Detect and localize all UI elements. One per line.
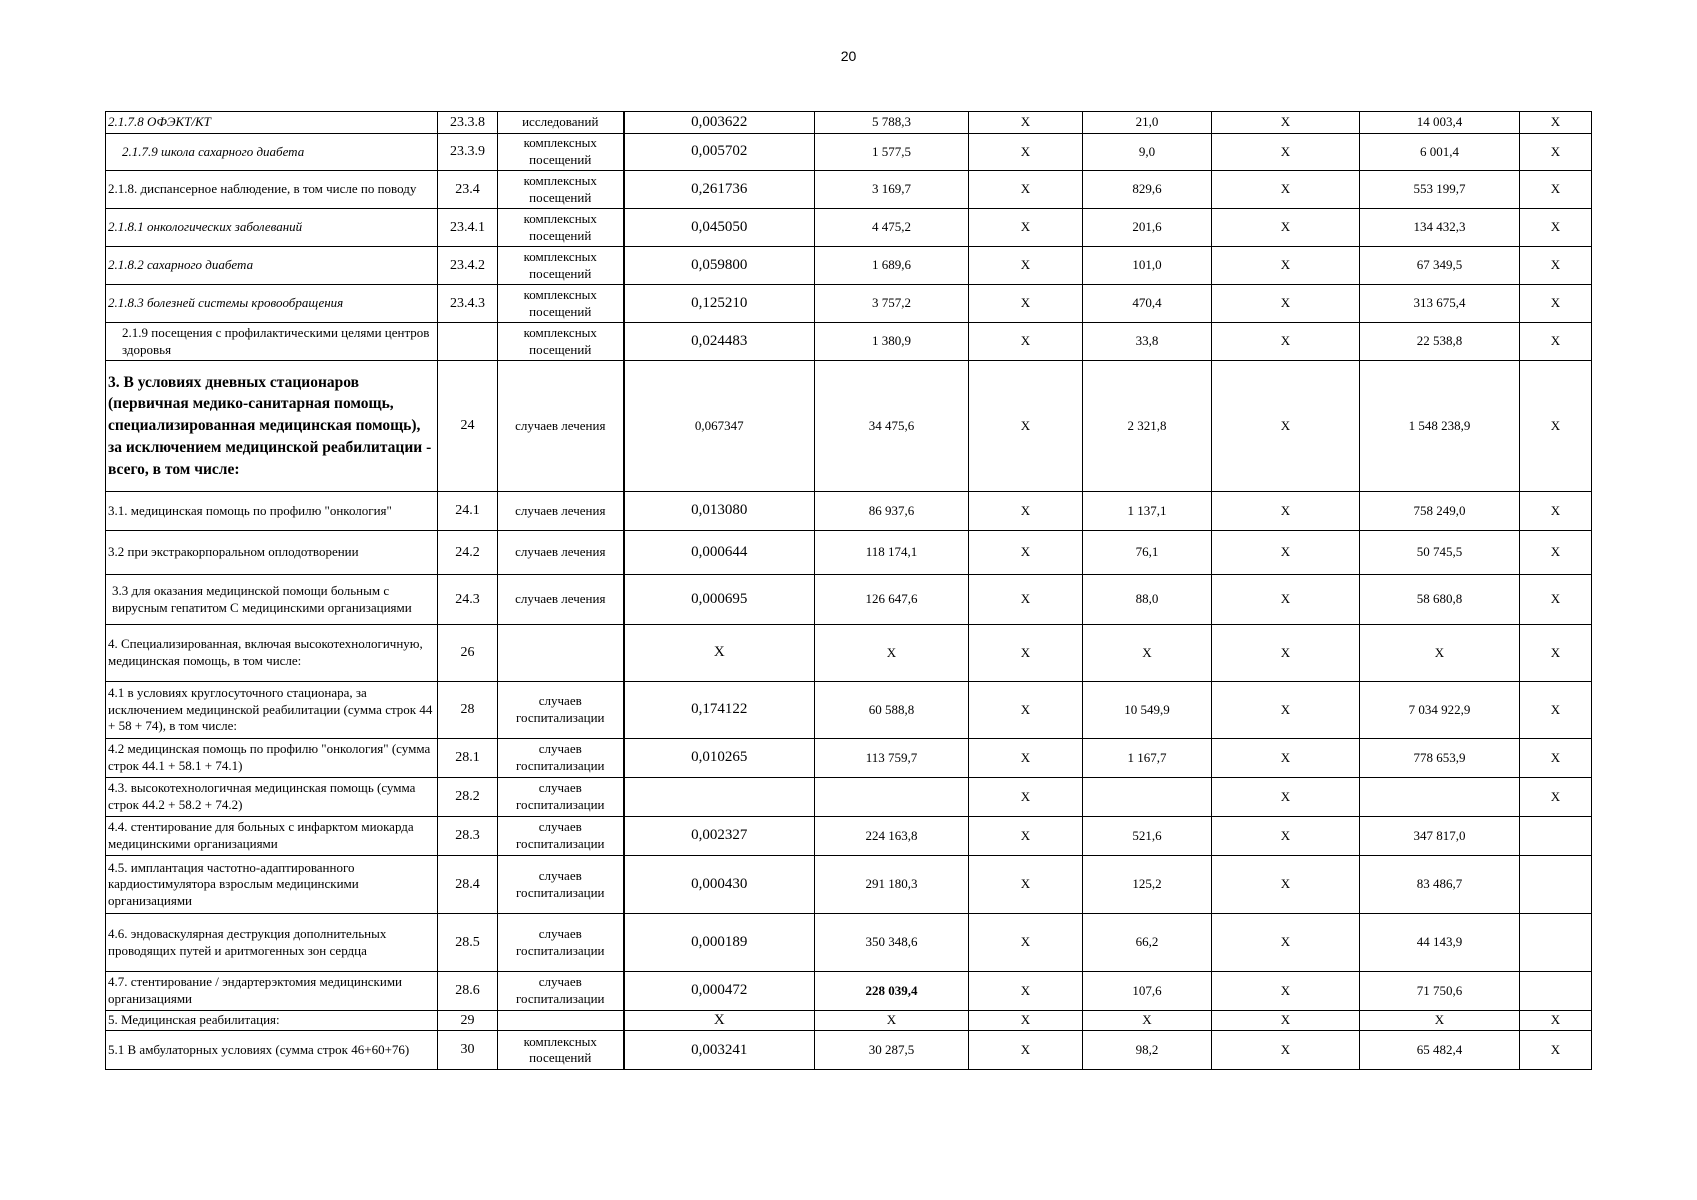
rate-cell: 0,000430	[624, 856, 815, 914]
unit-cell: комплексных посещений	[498, 209, 624, 247]
x-cell-b: X	[1212, 682, 1360, 739]
rate-cell: 0,003622	[624, 112, 815, 134]
x-cell-c: X	[1520, 625, 1592, 682]
unit-cell: случаев госпитализации	[498, 972, 624, 1011]
unit-cell: комплексных посещений	[498, 247, 624, 285]
x-cell-b: X	[1212, 247, 1360, 285]
cost-cell	[815, 778, 969, 817]
row-label-cell: 4.4. стентирование для больных с инфарктом миокарда медицинскими организациями	[106, 817, 438, 856]
rate-cell: 0,013080	[624, 492, 815, 531]
table-row	[106, 739, 1592, 778]
table-row	[106, 361, 1592, 492]
cost-cell: 3 757,2	[815, 285, 969, 323]
row-label-cell: 2.1.8.1 онкологических заболеваний	[106, 209, 438, 247]
row-label-cell: 3.2 при экстракорпоральном оплодотворении	[106, 531, 438, 575]
x-cell-a: X	[969, 247, 1083, 285]
unit-cell: комплексных посещений	[498, 285, 624, 323]
x-cell-b: X	[1212, 625, 1360, 682]
row-label-cell: 3. В условиях дневных стационаров (первичная медико-санитарная помощь, специализированная медицинская помощь), за исключением медицинской реабилитации - всего, в том числе:	[106, 361, 438, 492]
table-row	[106, 285, 1592, 323]
unit-cell: случаев лечения	[498, 575, 624, 625]
rate-cell: 0,024483	[624, 323, 815, 361]
total-cell: 44 143,9	[1360, 914, 1520, 972]
amount-cell: 21,0	[1083, 112, 1212, 134]
x-cell-b: X	[1212, 323, 1360, 361]
total-cell: 313 675,4	[1360, 285, 1520, 323]
amount-cell: 107,6	[1083, 972, 1212, 1011]
rate-cell: 0,067347	[624, 361, 815, 492]
row-label-cell: 2.1.8.3 болезней системы кровообращения	[106, 285, 438, 323]
amount-cell: 76,1	[1083, 531, 1212, 575]
unit-cell: случаев лечения	[498, 531, 624, 575]
amount-cell: 33,8	[1083, 323, 1212, 361]
x-cell-b: X	[1212, 817, 1360, 856]
row-label-cell: 4.7. стентирование / эндартерэктомия медицинскими организациями	[106, 972, 438, 1011]
unit-cell: комплексных посещений	[498, 1031, 624, 1070]
x-cell-c: X	[1520, 209, 1592, 247]
rate-cell: 0,010265	[624, 739, 815, 778]
total-cell: 778 653,9	[1360, 739, 1520, 778]
cost-cell: 291 180,3	[815, 856, 969, 914]
rate-cell: 0,125210	[624, 285, 815, 323]
total-cell: 7 034 922,9	[1360, 682, 1520, 739]
unit-cell	[498, 1011, 624, 1031]
total-cell: 134 432,3	[1360, 209, 1520, 247]
rate-cell: 0,059800	[624, 247, 815, 285]
rate-cell: 0,000189	[624, 914, 815, 972]
row-label-cell: 3.3 для оказания медицинской помощи больным с вирусным гепатитом С медицинскими организациями	[106, 575, 438, 625]
unit-cell: случаев госпитализации	[498, 914, 624, 972]
unit-cell: исследований	[498, 112, 624, 134]
page-number: 20	[840, 48, 857, 64]
row-number-cell: 23.4.3	[438, 285, 498, 323]
cost-cell: 1 380,9	[815, 323, 969, 361]
x-cell-b: X	[1212, 171, 1360, 209]
x-cell-c: X	[1520, 171, 1592, 209]
row-label-cell: 5.1 В амбулаторных условиях (сумма строк 46+60+76)	[106, 1031, 438, 1070]
x-cell-b: X	[1212, 134, 1360, 171]
unit-cell: комплексных посещений	[498, 323, 624, 361]
x-cell-a: X	[969, 492, 1083, 531]
amount-cell: 1 167,7	[1083, 739, 1212, 778]
row-number-cell: 28.6	[438, 972, 498, 1011]
x-cell-a: X	[969, 817, 1083, 856]
table-row	[106, 682, 1592, 739]
row-number-cell: 23.3.8	[438, 112, 498, 134]
table-row	[106, 856, 1592, 914]
x-cell-c: X	[1520, 531, 1592, 575]
total-cell: 50 745,5	[1360, 531, 1520, 575]
row-number-cell: 28.1	[438, 739, 498, 778]
x-cell-c: X	[1520, 361, 1592, 492]
row-label-cell: 2.1.8.2 сахарного диабета	[106, 247, 438, 285]
row-label-cell: 4.5. имплантация частотно-адаптированного кардиостимулятора взрослым медицинскими организациями	[106, 856, 438, 914]
x-cell-a: X	[969, 739, 1083, 778]
total-cell: 14 003,4	[1360, 112, 1520, 134]
x-cell-a: X	[969, 575, 1083, 625]
cost-cell: 4 475,2	[815, 209, 969, 247]
x-cell-c: X	[1520, 112, 1592, 134]
x-cell-a: X	[969, 778, 1083, 817]
row-number-cell: 24.3	[438, 575, 498, 625]
row-label-cell: 4.1 в условиях круглосуточного стационара, за исключением медицинской реабилитации (сумма строк 44 + 58 + 74), в том числе:	[106, 682, 438, 739]
row-number-cell: 23.3.9	[438, 134, 498, 171]
x-cell-b: X	[1212, 1011, 1360, 1031]
x-cell-a: X	[969, 1031, 1083, 1070]
row-label-cell: 3.1. медицинская помощь по профилю "онкология"	[106, 492, 438, 531]
cost-cell: 1 577,5	[815, 134, 969, 171]
x-cell-c: X	[1520, 575, 1592, 625]
x-cell-a: X	[969, 112, 1083, 134]
row-label-cell: 2.1.7.8 ОФЭКТ/КТ	[106, 112, 438, 134]
amount-cell: X	[1083, 1011, 1212, 1031]
x-cell-b: X	[1212, 112, 1360, 134]
amount-cell: 10 549,9	[1083, 682, 1212, 739]
amount-cell: 521,6	[1083, 817, 1212, 856]
amount-cell: 101,0	[1083, 247, 1212, 285]
x-cell-a: X	[969, 682, 1083, 739]
row-number-cell: 23.4.2	[438, 247, 498, 285]
total-cell: X	[1360, 1011, 1520, 1031]
cost-cell: 350 348,6	[815, 914, 969, 972]
cost-cell: 228 039,4	[815, 972, 969, 1011]
rate-cell: X	[624, 1011, 815, 1031]
total-cell: 553 199,7	[1360, 171, 1520, 209]
row-label-cell: 2.1.9 посещения с профилактическими целями центров здоровья	[106, 323, 438, 361]
rate-cell: 0,261736	[624, 171, 815, 209]
table-row	[106, 492, 1592, 531]
row-label-cell: 4.3. высокотехнологичная медицинская помощь (сумма строк 44.2 + 58.2 + 74.2)	[106, 778, 438, 817]
x-cell-a: X	[969, 285, 1083, 323]
table-row	[106, 209, 1592, 247]
cost-cell: 30 287,5	[815, 1031, 969, 1070]
row-number-cell: 28.4	[438, 856, 498, 914]
amount-cell: 88,0	[1083, 575, 1212, 625]
x-cell-b: X	[1212, 778, 1360, 817]
row-number-cell: 28.5	[438, 914, 498, 972]
amount-cell: 66,2	[1083, 914, 1212, 972]
row-number-cell: 24.1	[438, 492, 498, 531]
x-cell-c: X	[1520, 682, 1592, 739]
x-cell-c: X	[1520, 285, 1592, 323]
row-label-cell: 2.1.7.9 школа сахарного диабета	[106, 134, 438, 171]
row-number-cell: 24.2	[438, 531, 498, 575]
unit-cell: случаев госпитализации	[498, 739, 624, 778]
row-number-cell: 28.2	[438, 778, 498, 817]
total-cell: 83 486,7	[1360, 856, 1520, 914]
row-label-cell: 4.2 медицинская помощь по профилю "онкология" (сумма строк 44.1 + 58.1 + 74.1)	[106, 739, 438, 778]
x-cell-a: X	[969, 361, 1083, 492]
x-cell-a: X	[969, 1011, 1083, 1031]
table-row	[106, 914, 1592, 972]
unit-cell: случаев лечения	[498, 361, 624, 492]
x-cell-b: X	[1212, 531, 1360, 575]
x-cell-b: X	[1212, 856, 1360, 914]
table-row	[106, 817, 1592, 856]
unit-cell	[498, 625, 624, 682]
row-label-cell: 4.6. эндоваскулярная деструкция дополнительных проводящих путей и аритмогенных зон сердца	[106, 914, 438, 972]
rate-cell: 0,174122	[624, 682, 815, 739]
x-cell-c: X	[1520, 778, 1592, 817]
x-cell-c: X	[1520, 323, 1592, 361]
x-cell-b: X	[1212, 972, 1360, 1011]
row-number-cell: 23.4	[438, 171, 498, 209]
cost-cell: 118 174,1	[815, 531, 969, 575]
x-cell-a: X	[969, 134, 1083, 171]
x-cell-a: X	[969, 323, 1083, 361]
table-row	[106, 531, 1592, 575]
table-row	[106, 972, 1592, 1011]
rate-cell: 0,005702	[624, 134, 815, 171]
x-cell-b: X	[1212, 285, 1360, 323]
row-number-cell: 28	[438, 682, 498, 739]
total-cell: 1 548 238,9	[1360, 361, 1520, 492]
unit-cell: случаев лечения	[498, 492, 624, 531]
x-cell-b: X	[1212, 914, 1360, 972]
rate-cell: X	[624, 625, 815, 682]
total-cell: 758 249,0	[1360, 492, 1520, 531]
row-number-cell: 23.4.1	[438, 209, 498, 247]
rate-cell: 0,045050	[624, 209, 815, 247]
row-label-cell: 5. Медицинская реабилитация:	[106, 1011, 438, 1031]
x-cell-c: X	[1520, 739, 1592, 778]
amount-cell	[1083, 778, 1212, 817]
table-row	[106, 323, 1592, 361]
x-cell-a: X	[969, 531, 1083, 575]
table-row	[106, 134, 1592, 171]
unit-cell: случаев госпитализации	[498, 682, 624, 739]
row-label-cell: 4. Специализированная, включая высокотехнологичную, медицинская помощь, в том числе:	[106, 625, 438, 682]
table-row	[106, 1011, 1592, 1031]
table-row	[106, 247, 1592, 285]
cost-cell: 126 647,6	[815, 575, 969, 625]
rate-cell	[624, 778, 815, 817]
x-cell-c	[1520, 914, 1592, 972]
cost-cell: 224 163,8	[815, 817, 969, 856]
x-cell-b: X	[1212, 492, 1360, 531]
amount-cell: 98,2	[1083, 1031, 1212, 1070]
x-cell-a: X	[969, 209, 1083, 247]
rate-cell: 0,002327	[624, 817, 815, 856]
x-cell-c: X	[1520, 134, 1592, 171]
cost-cell: 86 937,6	[815, 492, 969, 531]
x-cell-a: X	[969, 171, 1083, 209]
table-row	[106, 575, 1592, 625]
total-cell: 67 349,5	[1360, 247, 1520, 285]
total-cell: 6 001,4	[1360, 134, 1520, 171]
total-cell: 347 817,0	[1360, 817, 1520, 856]
x-cell-b: X	[1212, 1031, 1360, 1070]
x-cell-c: X	[1520, 1031, 1592, 1070]
row-number-cell: 29	[438, 1011, 498, 1031]
table-row	[106, 625, 1592, 682]
x-cell-c: X	[1520, 1011, 1592, 1031]
unit-cell: случаев госпитализации	[498, 856, 624, 914]
table-row	[106, 171, 1592, 209]
table-row	[106, 1031, 1592, 1070]
rate-cell: 0,003241	[624, 1031, 815, 1070]
x-cell-c: X	[1520, 492, 1592, 531]
cost-cell: X	[815, 625, 969, 682]
row-number-cell	[438, 323, 498, 361]
data-table	[105, 111, 1592, 1070]
x-cell-b: X	[1212, 739, 1360, 778]
x-cell-b: X	[1212, 575, 1360, 625]
unit-cell: комплексных посещений	[498, 134, 624, 171]
table-row	[106, 112, 1592, 134]
x-cell-a: X	[969, 914, 1083, 972]
amount-cell: 9,0	[1083, 134, 1212, 171]
x-cell-b: X	[1212, 361, 1360, 492]
cost-cell: 3 169,7	[815, 171, 969, 209]
x-cell-a: X	[969, 972, 1083, 1011]
table-row	[106, 778, 1592, 817]
x-cell-c	[1520, 856, 1592, 914]
total-cell: 22 538,8	[1360, 323, 1520, 361]
cost-cell: 34 475,6	[815, 361, 969, 492]
x-cell-a: X	[969, 856, 1083, 914]
row-label-cell: 2.1.8. диспансерное наблюдение, в том числе по поводу	[106, 171, 438, 209]
x-cell-c: X	[1520, 247, 1592, 285]
row-number-cell: 28.3	[438, 817, 498, 856]
amount-cell: 1 137,1	[1083, 492, 1212, 531]
x-cell-a: X	[969, 625, 1083, 682]
cost-cell: 60 588,8	[815, 682, 969, 739]
total-cell	[1360, 778, 1520, 817]
amount-cell: 829,6	[1083, 171, 1212, 209]
cost-cell: 5 788,3	[815, 112, 969, 134]
row-number-cell: 26	[438, 625, 498, 682]
cost-cell: 113 759,7	[815, 739, 969, 778]
rate-cell: 0,000644	[624, 531, 815, 575]
unit-cell: случаев госпитализации	[498, 817, 624, 856]
total-cell: 58 680,8	[1360, 575, 1520, 625]
amount-cell: 2 321,8	[1083, 361, 1212, 492]
x-cell-b: X	[1212, 209, 1360, 247]
x-cell-c	[1520, 817, 1592, 856]
row-number-cell: 24	[438, 361, 498, 492]
amount-cell: 201,6	[1083, 209, 1212, 247]
rate-cell: 0,000472	[624, 972, 815, 1011]
unit-cell: комплексных посещений	[498, 171, 624, 209]
row-number-cell: 30	[438, 1031, 498, 1070]
unit-cell: случаев госпитализации	[498, 778, 624, 817]
rate-cell: 0,000695	[624, 575, 815, 625]
x-cell-c	[1520, 972, 1592, 1011]
amount-cell: 125,2	[1083, 856, 1212, 914]
amount-cell: X	[1083, 625, 1212, 682]
total-cell: X	[1360, 625, 1520, 682]
cost-cell: 1 689,6	[815, 247, 969, 285]
amount-cell: 470,4	[1083, 285, 1212, 323]
cost-cell: X	[815, 1011, 969, 1031]
total-cell: 71 750,6	[1360, 972, 1520, 1011]
total-cell: 65 482,4	[1360, 1031, 1520, 1070]
